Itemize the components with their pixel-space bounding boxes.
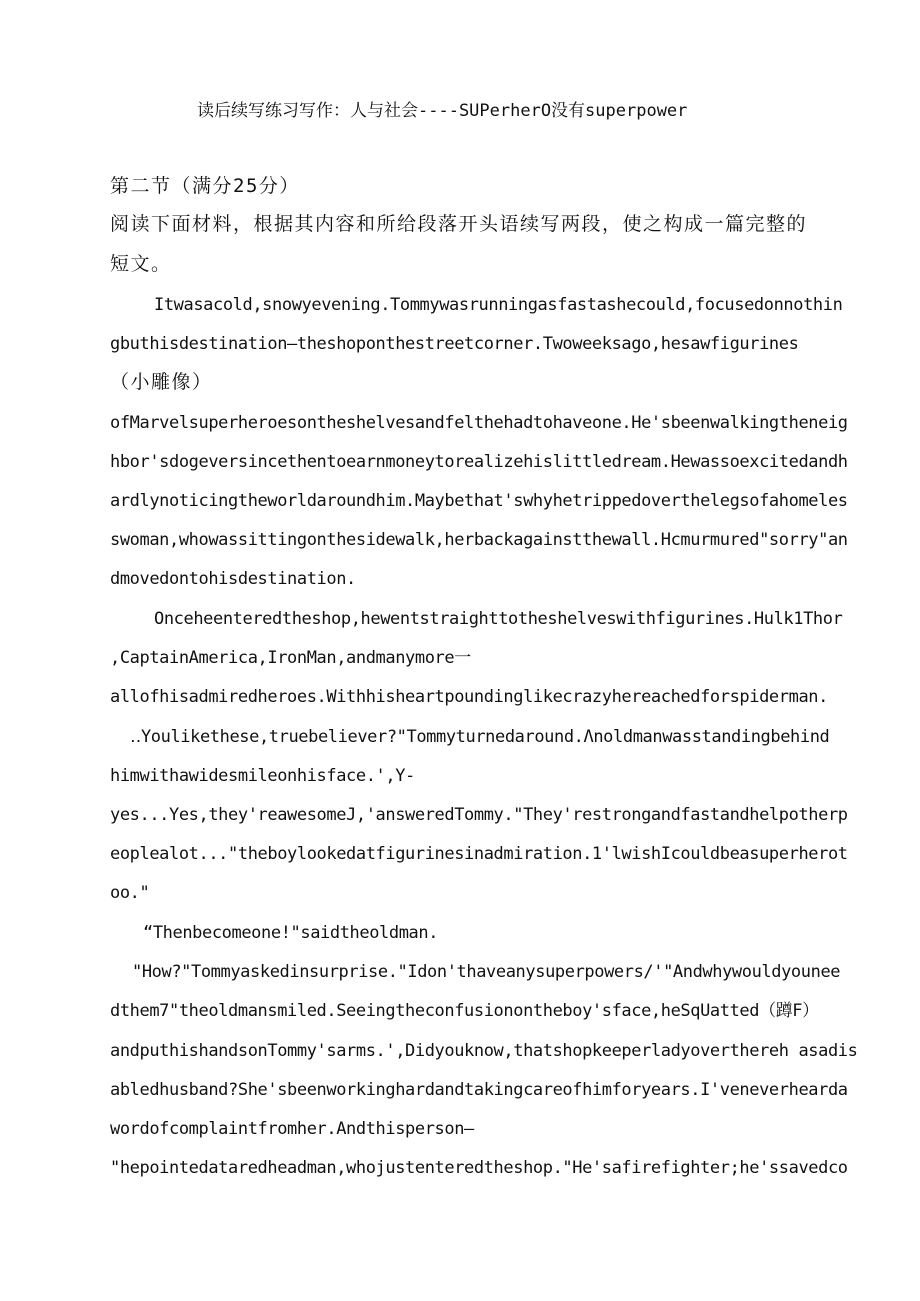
- text-line: hbor'sdogeversincethentoearnmoneytorealizehislittledream.Hewassoexcitedandh: [110, 452, 848, 472]
- text-line: allofhisadmiredheroes.Withhisheartpoundinglikecrazyhereachedforspiderman.: [110, 687, 828, 707]
- text-line: dthem7"theoldmansmiled.Seeingtheconfusionontheboy'sface,heSqUatted（蹲F）: [110, 1001, 819, 1021]
- text-line: gbuthisdestination—theshoponthestreetcorner.Twoweeksago,hesawfigurines: [110, 334, 799, 354]
- text-line: wordofcomplaintfromher.Andthisperson—: [110, 1119, 474, 1139]
- instruction-line-1: 阅读下面材料，根据其内容和所给段落开头语续写两段，使之构成一篇完整的: [110, 213, 808, 235]
- text-line: Onceheenteredtheshop,hewentstraighttotheshelveswithfigurines.Hulk1Thor: [154, 609, 843, 629]
- text-line: （小雕像）: [110, 371, 213, 393]
- text-line: ofMarvelsuperheroesontheshelvesandfelthehadtohaveone.He'sbeenwalkingtheneig: [110, 413, 848, 433]
- text-line: “Thenbecomeone!"saidtheoldman.: [143, 923, 439, 943]
- instruction-line-2: 短文。: [110, 253, 172, 275]
- document-title: 读后续写练习写作：人与社会----SUPerherO没有superpower: [197, 101, 688, 121]
- text-line: abledhusband?She'sbeenworkinghardandtakingcareofhimforyears.I'veneverhearda: [110, 1080, 848, 1100]
- text-line: "How?"Tommyaskedinsurprise."Idon'thaveanysuperpowers/'"Andwhywouldyounee: [132, 962, 841, 982]
- text-line: ‥Youlikethese,truebeliever?"Tommyturnedaround.Λnoldmanwasstandingbehind: [130, 727, 830, 747]
- text-line: swoman,whowassittingonthesidewalk,herbackagainstthewall.Hcmurmured"sorry"an: [110, 530, 848, 550]
- text-line: yes...Yes,they'reawesomeJ,'answeredTommy."They'restrongandfastandhelpotherp: [110, 805, 848, 825]
- text-line: dmovedontohisdestination.: [110, 569, 356, 589]
- text-line: ardlynoticingtheworldaroundhim.Maybethat'swhyhetrippedoverthelegsofahomeles: [110, 491, 848, 511]
- text-line: Itwasacold,snowyevening.Tommywasrunningasfastashecould,focusedonnothin: [154, 295, 843, 315]
- section-heading: 第二节（满分25分）: [110, 175, 300, 197]
- text-line: himwithawidesmileonhisface.',Y-: [110, 766, 415, 786]
- text-line: ,CaptainAmerica,IronMan,andmanymore一: [110, 648, 471, 668]
- text-line: eoplealot..."theboylookedatfigurinesinadmiration.1'lwishIcouldbeasuperherot: [110, 844, 848, 864]
- text-line: andputhishandsonTommy'sarms.',Didyouknow,thatshopkeeperladyoverthereh asadis: [110, 1041, 858, 1061]
- text-line: oo.": [110, 883, 150, 903]
- text-line: "hepointedataredheadman,whojustenteredtheshop."He'safirefighter;he'ssavedco: [110, 1158, 848, 1178]
